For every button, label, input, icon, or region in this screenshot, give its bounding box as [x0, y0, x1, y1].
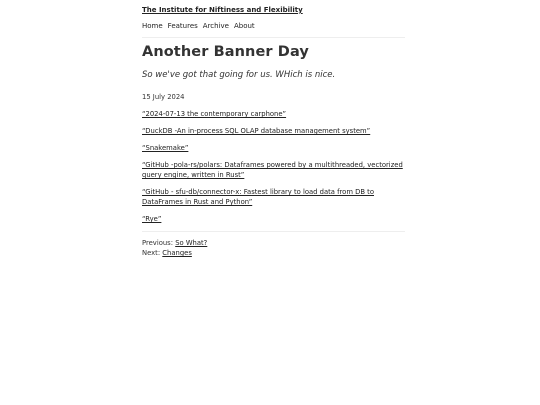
nav-item-home[interactable]: Home — [142, 22, 163, 30]
nav-item-archive[interactable]: Archive — [202, 22, 229, 30]
post-title: Another Banner Day — [142, 44, 309, 60]
header-divider — [142, 37, 405, 38]
pager-previous-label: Previous: — [142, 239, 174, 247]
pager-previous — [142, 238, 207, 248]
nav-item-features[interactable]: Features — [167, 22, 198, 30]
post-date: 15 July 2024 — [142, 93, 185, 101]
pager-next-label: Next: — [142, 249, 161, 257]
post-link-carphone[interactable]: “2024-07-13 the contemporary carphone” — [142, 110, 287, 118]
main-nav — [142, 22, 255, 30]
footer-divider — [142, 231, 405, 232]
post-link-connector-x[interactable]: “GitHub - sfu-db/connector-x: Fastest library to load data from DB to DataFrames in Rust and Python” — [142, 188, 374, 206]
post-subtitle: So we've got that going for us. WHich is nice. — [142, 70, 336, 80]
pager-previous-link[interactable]: So What? — [175, 239, 208, 247]
post-link-rye[interactable]: “Rye” — [142, 215, 162, 223]
post-link-polars[interactable]: “GitHub -pola-rs/polars: Dataframes powered by a multithreaded, vectorized query engine, written in Rust” — [142, 161, 403, 179]
pager-next — [142, 248, 207, 258]
pager-next-link[interactable]: Changes — [162, 249, 192, 257]
site-title-link[interactable]: The Institute for Niftiness and Flexibility — [142, 6, 303, 14]
post-link-snakemake[interactable]: “Snakemake” — [142, 144, 189, 152]
nav-item-about[interactable]: About — [233, 22, 255, 30]
post-link-list — [142, 109, 405, 231]
post-link-duckdb[interactable]: “DuckDB -An in-process SQL OLAP database management system” — [142, 127, 371, 135]
post-pager — [142, 238, 207, 258]
